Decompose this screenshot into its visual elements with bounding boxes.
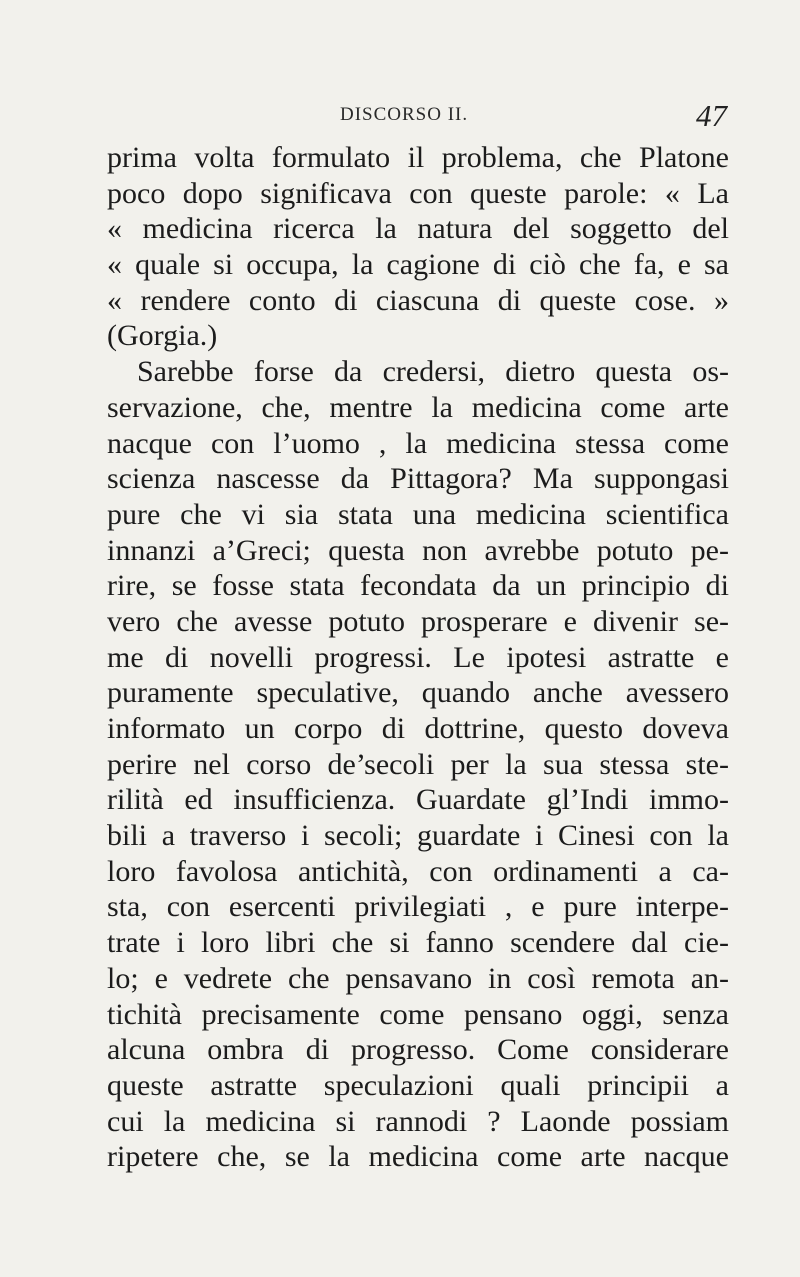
- text-line: « quale si occupa, la cagione di ciò che fa, e sa: [107, 248, 729, 282]
- text-line: prima volta formulato il problema, che Platone: [107, 141, 729, 174]
- text-line: perire nel corso de’secoli per la sua stessa ste-: [107, 747, 729, 781]
- text-line: cui la medicina si rannodi ? Laonde possiam: [107, 1104, 729, 1138]
- text-line: « rendere conto di ciascuna di queste cose. »: [107, 283, 729, 317]
- running-head: [107, 98, 727, 138]
- page-number: 47: [696, 98, 727, 133]
- body-text: [107, 140, 729, 1175]
- text-line: « medicina ricerca la natura del soggetto del: [107, 212, 729, 246]
- text-line: servazione, che, mentre la medicina come arte: [107, 390, 729, 424]
- text-line: scienza nascesse da Pittagora? Ma suppongasi: [107, 462, 729, 496]
- text-line: rire, se fosse stata fecondata da un principio di: [107, 569, 729, 603]
- text-line: poco dopo significava con queste parole: « La: [107, 176, 729, 210]
- text-line: me di novelli progressi. Le ipotesi astratte e: [107, 640, 729, 674]
- text-line: Sarebbe forse da credersi, dietro questa os-: [137, 355, 729, 389]
- text-line: bili a traverso i secoli; guardate i Cinesi con la: [107, 819, 729, 853]
- text-line: innanzi a’Greci; questa non avrebbe potuto pe-: [107, 533, 729, 567]
- text-line: informato un corpo di dottrine, questo doveva: [107, 712, 729, 745]
- text-line: lo; e vedrete che pensavano in così remota an-: [107, 961, 729, 995]
- text-line: pure che vi sia stata una medicina scientifica: [107, 497, 729, 531]
- text-line: sta, con esercenti privilegiati , e pure interpe-: [107, 890, 729, 924]
- text-line: (Gorgia.): [107, 319, 218, 353]
- text-line: puramente speculative, quando anche avessero: [107, 676, 729, 710]
- text-line: rilità ed insufficienza. Guardate gl’Indi immo-: [107, 783, 729, 817]
- text-line: trate i loro libri che si fanno scendere dal cie-: [107, 926, 729, 960]
- text-line: alcuna ombra di progresso. Come considerare: [107, 1033, 729, 1067]
- text-line: tichità precisamente come pensano oggi, senza: [107, 997, 729, 1031]
- text-line: loro favolosa antichità, con ordinamenti a ca-: [107, 854, 729, 888]
- text-line: vero che avesse potuto prosperare e divenir se-: [107, 604, 729, 638]
- running-title: DISCORSO II.: [340, 104, 469, 125]
- text-line: queste astratte speculazioni quali principii a: [107, 1068, 729, 1102]
- text-line: nacque con l’uomo , la medicina stessa come: [107, 426, 729, 460]
- text-line: ripetere che, se la medicina come arte nacque: [107, 1140, 729, 1174]
